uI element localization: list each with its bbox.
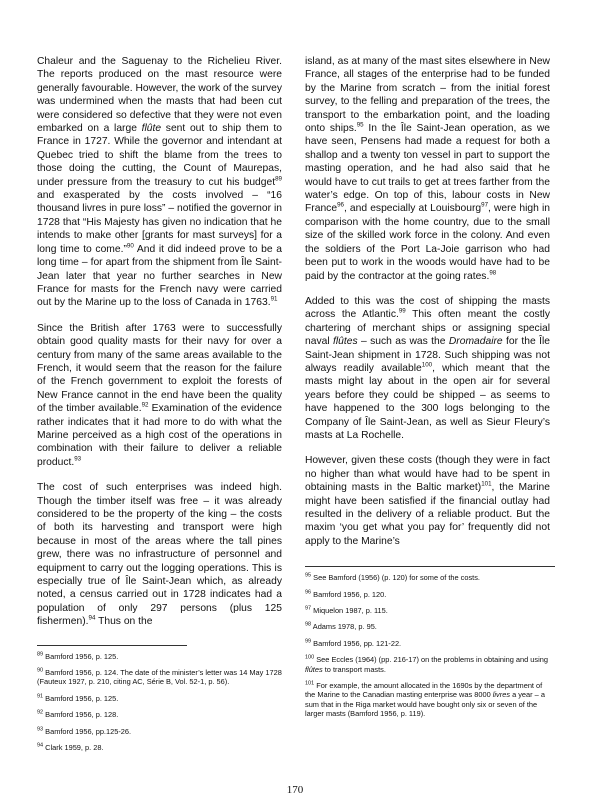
footnote-ref: 98 xyxy=(489,269,497,277)
italic-text: flûtes xyxy=(305,664,323,674)
text-run: for the Île Saint-Jean shipment in 1728. Such shipping was not always readily available xyxy=(305,336,550,374)
text-run: , which meant that the masts might lay about in the open air for several years before they could be shipped – as seems to have happened to the 300 logs belonging to the Company of Île Saint-Jean, as well as Sieur Fleury’s masts at La Rochelle. xyxy=(305,362,550,441)
footnote-ref: 89 xyxy=(37,651,44,658)
footnote xyxy=(37,668,282,687)
text-run: a year – a sum that in the Riga market would have bought only six or seven of the larger masts (Bamford 1956, p. 119). xyxy=(305,690,545,719)
italic-text: flûtes xyxy=(333,336,358,348)
right-body-text xyxy=(305,55,550,548)
left-body-text xyxy=(37,55,282,629)
text-run: In the Île Saint-Jean operation, as we have seen, Pensens had made a request for both a shallop and a twenty ton vessel in part to support the masting operation, and he had also said that he would have to cut trails to get at trees farther from the water’s edge. On top of this, labour costs in New France xyxy=(305,123,550,215)
footnote xyxy=(305,573,550,582)
text-run: See Bamford (1956) (p. 120) for some of the costs. xyxy=(311,573,480,583)
footnote-ref: 92 xyxy=(37,709,44,716)
body-paragraph xyxy=(305,295,550,442)
footnote-ref: 95 xyxy=(356,121,364,129)
body-paragraph xyxy=(305,454,550,548)
text-run: And it did indeed prove to be a long time – for apart from the shipment from Île Saint-Jean later that year no further searches in New France for masts for the French navy were carried out by the Marine up to the loss of Canada in 1763. xyxy=(37,243,282,309)
footnote-ref: 97 xyxy=(305,605,312,612)
footnote xyxy=(37,743,282,752)
footnote-ref: 92 xyxy=(141,401,149,409)
body-paragraph xyxy=(37,481,282,628)
text-run: Examination of the evidence rather indicates that it had more to do with what the Marine perceived as a high cost of the operations in combination with their failure to deliver a reliable product. xyxy=(37,403,282,468)
footnote xyxy=(305,606,550,615)
text-run: , were high in comparison with the home country, due to the small size of the skilled work force in the colony. And even the soldiers of the Port La-Joie garrison who had been put to work in the woods would have had to be paid by the contractor at the going rates. xyxy=(305,203,550,282)
right-column xyxy=(305,55,550,726)
footnote-ref: 98 xyxy=(305,621,312,628)
footnote xyxy=(37,652,282,661)
footnote-separator xyxy=(305,566,555,567)
footnote xyxy=(305,622,550,631)
footnote xyxy=(37,694,282,703)
body-paragraph xyxy=(37,55,282,310)
text-run: See Eccles (1964) (pp. 216-17) on the problems in obtaining and using xyxy=(314,655,548,665)
footnote xyxy=(305,655,550,674)
text-run: Bamford 1956, p. 120. xyxy=(311,589,387,599)
footnote-ref: 99 xyxy=(305,638,312,645)
footnote-ref: 91 xyxy=(37,693,44,700)
left-column xyxy=(37,55,282,760)
footnote-ref: 91 xyxy=(270,295,278,303)
text-run: sent out to ship them to France in 1727. While the governor and intendant at Quebec tried to shift the blame from the trees to those doing the cutting, the Count of Maurepas, under pressure from the treasury to cut his budget xyxy=(37,123,282,188)
text-run: Chaleur and the Saguenay to the Richelieu River. The reports produced on the mast resource were generally favourable. However, the work of the survey was undermined when the masts that had been cut were considered so defective that they were not even embarked on a large xyxy=(37,56,282,135)
text-run: Thus on the xyxy=(95,616,153,628)
text-run: and exasperated by the costs involved – “16 thousand livres in pure loss” – notified the governor in 1728 that “His Majesty has given no indication that he intends to make other [grants for mast surveys] for a long time to come.” xyxy=(37,190,282,255)
text-run: Clark 1959, p. 28. xyxy=(43,743,104,753)
text-run: Bamford 1956, p. 128. xyxy=(43,710,119,720)
text-run: Bamford 1956, p. 125. xyxy=(43,693,119,703)
text-run: , and especially at Louisbourg xyxy=(343,203,482,215)
footnote-ref: 90 xyxy=(37,667,44,674)
footnote-ref: 95 xyxy=(305,572,312,579)
footnote-ref: 100 xyxy=(305,654,315,661)
text-run: Bamford 1956, pp. 121-22. xyxy=(311,638,402,648)
text-run: Bamford 1956, p. 125. xyxy=(43,651,119,661)
left-footnotes xyxy=(37,652,282,753)
text-run: to transport masts. xyxy=(322,664,386,674)
text-run: island, as at many of the mast sites elsewhere in New France, all stages of the enterprise had to be funded by the Marine from scratch – from the initial forest survey, to the felling and preparation of the trees, the transport to the embarkation point, and the loading onto ships. xyxy=(305,56,550,135)
footnote-ref: 101 xyxy=(305,680,315,687)
text-run: Bamford 1956, p. 124. The date of the minister’s letter was 14 May 1728 (Fauteux 1927, p. 210, citing AC, Série B, Vol. 52-1, p. 56). xyxy=(37,668,282,687)
footnote-ref: 97 xyxy=(481,202,489,210)
text-run: The cost of such enterprises was indeed high. Though the timber itself was free – it was already considered to be the property of the king – the costs of both its harvesting and transport were high because in most of the areas where the tall pines grew, there was no infrastructure of personnel and equipment to carry out the logging operations. This is especially true of Île Saint-Jean which, as already noted, a census carried out in 1728 indicates had a population of only 297 persons (plus 125 fishermen). xyxy=(37,482,282,628)
footnote-ref: 99 xyxy=(398,307,406,315)
italic-text: flûte xyxy=(141,123,162,135)
text-run: Bamford 1956, pp.125-26. xyxy=(43,726,132,736)
footnote-ref: 89 xyxy=(275,175,282,183)
footnote-ref: 93 xyxy=(37,726,44,733)
text-run: – such as was the xyxy=(357,336,449,348)
text-run: Adams 1978, p. 95. xyxy=(311,622,377,632)
footnote xyxy=(305,590,550,599)
text-run: This often meant the costly chartering of merchant ships or assigning special naval xyxy=(305,309,550,348)
footnote xyxy=(305,639,550,648)
footnote xyxy=(37,710,282,719)
body-paragraph xyxy=(305,55,550,283)
footnote-separator xyxy=(37,645,187,646)
footnote-ref: 100 xyxy=(421,361,433,369)
text-run: Miquelon 1987, p. 115. xyxy=(311,606,388,616)
footnote-ref: 96 xyxy=(337,202,344,210)
italic-text: livres xyxy=(492,690,511,700)
footnote-ref: 93 xyxy=(74,455,82,463)
page-number: 170 xyxy=(286,784,304,796)
right-footnotes xyxy=(305,573,550,718)
footnote-ref: 94 xyxy=(37,742,44,749)
text-run: However, given these costs (though they were in fact no higher than what would have had to be spent in obtaining masts in the Baltic market) xyxy=(305,455,550,494)
footnote xyxy=(305,681,550,719)
text-run: Added to this was the cost of shipping the masts across the Atlantic. xyxy=(305,295,550,321)
footnote-ref: 90 xyxy=(126,242,134,250)
text-run: For example, the amount allocated in the 1690s by the department of the Marine to the Canadian masting enterprise was 8000 xyxy=(305,681,543,700)
footnote-ref: 94 xyxy=(88,614,96,622)
footnote xyxy=(37,727,282,736)
footnote-ref: 96 xyxy=(305,589,312,596)
italic-text: Dromadaire xyxy=(448,336,503,348)
text-run: Since the British after 1763 were to successfully obtain good quality masts for their navy for over a century from many of the same areas available to the French, it would seem that the reason for the failure of the French government to exploit the forests of New France cannot in the end have been the quality of the timber available. xyxy=(37,322,282,415)
text-run: , the Marine might have been satisfied if the financial outlay had resulted in the delivery of a reliable product. But the maxim ‘you get what you pay for’ frequently did not apply to the Marine’s xyxy=(305,482,550,547)
body-paragraph xyxy=(37,322,282,469)
footnote-ref: 101 xyxy=(481,480,492,488)
